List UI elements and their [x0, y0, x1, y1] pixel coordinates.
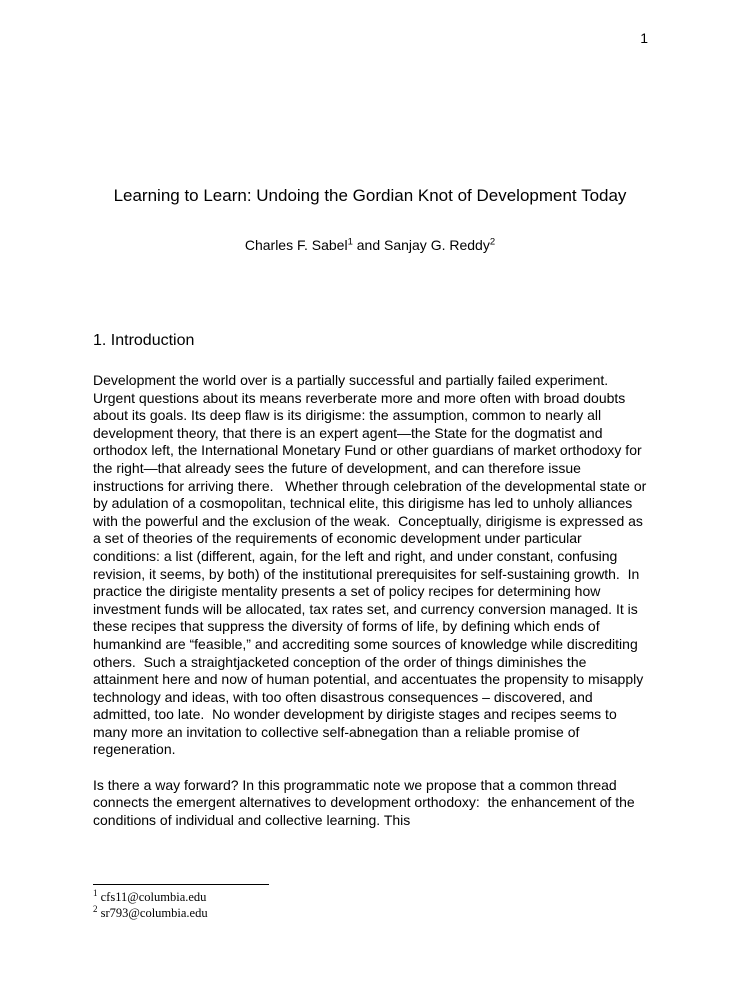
footnote-2-marker: 2 [93, 903, 98, 914]
section-heading-introduction: 1. Introduction [93, 332, 195, 349]
paper-title: Learning to Learn: Undoing the Gordian Knot of Development Today [113, 186, 627, 205]
body-content [93, 332, 650, 847]
footnote-2-text: sr793@columbia.edu [100, 905, 208, 920]
authors-line [45, 237, 695, 253]
footnote-1 [93, 887, 650, 906]
page-number: 1 [640, 30, 648, 46]
paragraph-2: Is there a way forward? In this programmatic note we propose that a common thread connects the emergent alternatives to development orthodoxy: the enhancement of the conditions of individual and collective learning. This [93, 776, 639, 828]
footnote-1-marker: 1 [93, 887, 98, 898]
author-2-footnote-ref: 2 [489, 236, 496, 248]
footnotes-section [93, 884, 650, 921]
author-1-name: Charles F. Sabel [244, 237, 348, 253]
authors-conjunction: and [352, 237, 384, 253]
author-1-footnote-ref: 1 [347, 236, 353, 248]
paragraph-1: Development the world over is a partially successful and partially failed experiment. Urgent questions about its means reverberate more and more often with broad doubts about its goals. Its deep flaw is its dirigisme: the assumption, common to nearly all development theory, that there is an expert agent—the State for the dogmatist and orthodox left, the International Monetary Fund or other guardians of market orthodoxy for the right—that already sees the future of development, and can therefore issue instructions for arriving there. Whether through celebration of the developmental state or by adulation of a cosmopolitan, technical elite, this dirigisme has led to unholy alliances with the powerful and the exclusion of the weak. Conceptually, dirigisme is expressed as a set of theories of the requirements of economic development under particular conditions: a list (different, again, for the left and right, and under constant, confusing revision, it seems, by both) of the institutional prerequisites for self-sustaining growth. In practice the dirigiste mentality presents a set of policy recipes for determining how investment funds will be allocated, tax rates set, and currency conversion managed. It is these recipes that suppress the diversity of forms of life, by defining which ends of humankind are “feasible,” and accrediting some sources of knowledge while discrediting others. Such a straightjacketed conception of the order of things diminishes the attainment here and now of human potential, and accentuates the propensity to misapply technology and ideas, with too often disastrous consequences – discovered, and admitted, too late. No wonder development by dirigiste stages and recipes seems to many more an invitation to collective self-abnegation than a reliable promise of regeneration. [93, 372, 651, 758]
footnote-separator-line [93, 884, 269, 885]
footnote-2 [93, 903, 650, 922]
author-2-name: Sanjay G. Reddy [384, 237, 490, 253]
footnote-1-text: cfs11@columbia.edu [100, 890, 207, 904]
